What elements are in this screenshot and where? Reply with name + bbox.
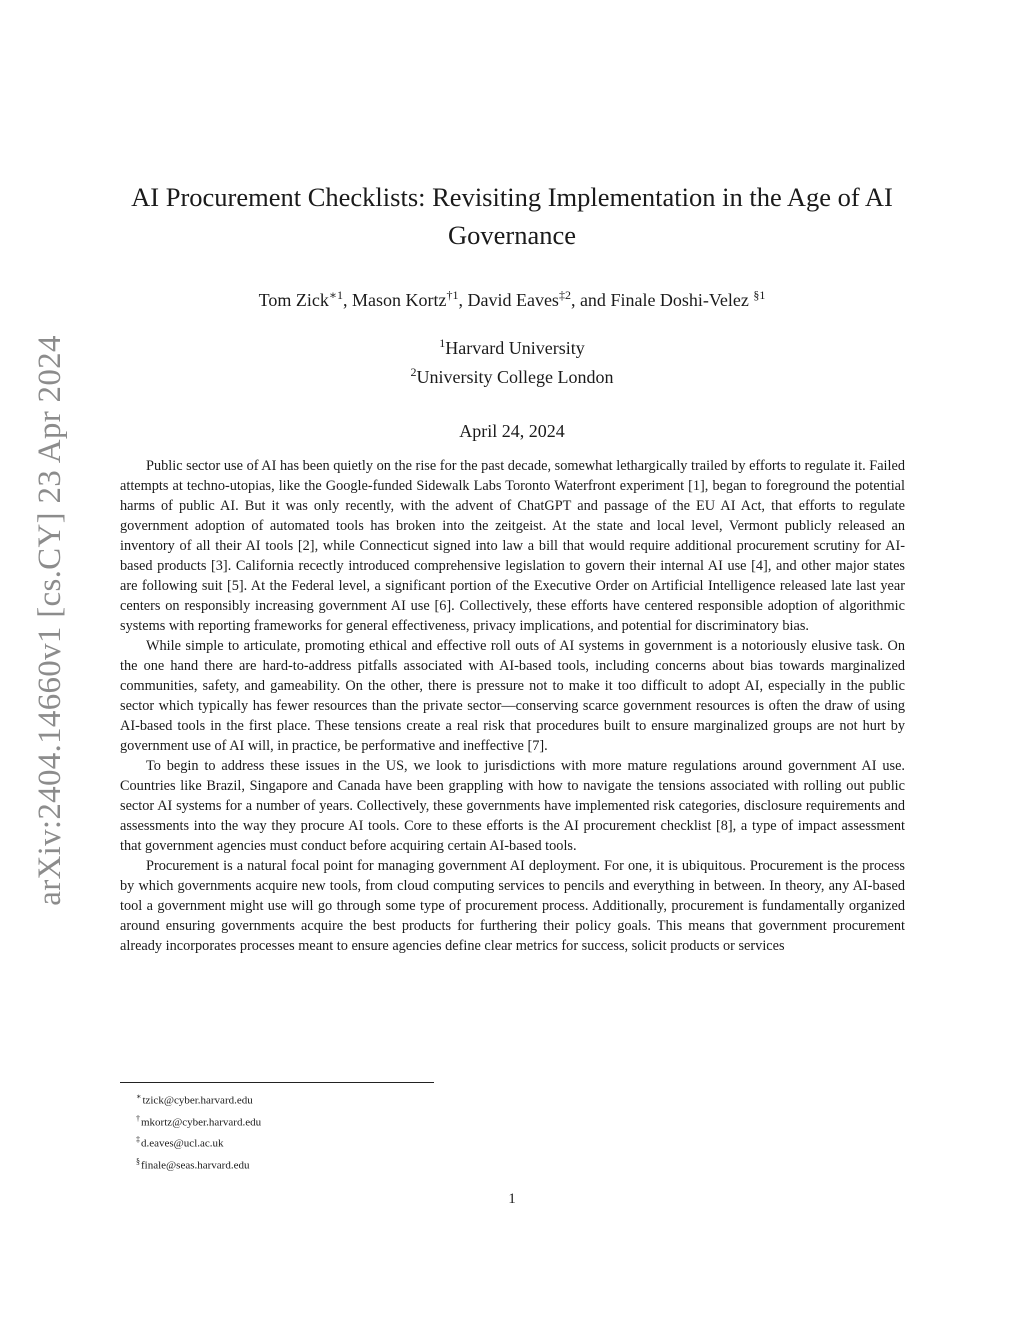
footnote-divider: [120, 1082, 434, 1083]
footnote: [136, 1110, 261, 1132]
page-number: 1: [508, 1191, 516, 1207]
author-name: David Eaves: [467, 290, 559, 310]
author-marks: ‡2: [558, 288, 571, 302]
paper-title: AI Procurement Checklists: Revisiting Implementation in the Age of AI Governance: [131, 182, 893, 250]
author-marks: ∗1: [328, 288, 343, 302]
footnote-email: finale@seas.harvard.edu: [141, 1159, 250, 1172]
paragraph: While simple to articulate, promoting ethical and effective roll outs of AI systems in government is a notoriously elusive task. On the one hand there are hard-to-address pitfalls associated with AI-based tools, including concerns about bias towards marginalized communities, safety, and gameability. On the other, there is pressure not to make it too difficult to adopt AI, especially in the public sector which typically has fewer resources than the private sector—conserving scarce government resources is often the draw of using AI-based tools in the first place. These tensions create a real risk that procedures built to ensure marginalized groups are not hurt by government use of AI will, in practice, be performative and ineffective [7].: [120, 638, 905, 754]
affiliation: [100, 360, 924, 389]
author-name: Mason Kortz: [351, 290, 447, 310]
author-name: Tom Zick: [258, 290, 329, 310]
author-separator: ,: [458, 290, 468, 310]
affiliation-mark: 2: [410, 365, 417, 379]
affiliation-list: [100, 331, 924, 389]
paragraph: Procurement is a natural focal point for managing government AI deployment. For one, it is ubiquitous. Procurement is the process by which governments acquire new tools, from cloud computing services to pencils and everything in between. In theory, any AI-based tool a government might use will go through some type of procurement process. Additionally, procurement is fundamentally organized around ensuring governments acquire the best products for furthering their policy goals. This means that government procurement already incorporates processes meant to ensure agencies define clear metrics for success, solicit products or services: [120, 858, 905, 954]
affiliation-name: University College London: [416, 367, 614, 387]
footnote-mark: ∗: [136, 1092, 142, 1101]
footnote-email: d.eaves@ucl.ac.uk: [141, 1137, 224, 1150]
author-marks: §1: [753, 288, 766, 302]
author-list: [100, 284, 924, 311]
affiliation: [100, 331, 924, 360]
author-separator: ,: [342, 290, 352, 310]
paragraph: Public sector use of AI has been quietly on the rise for the past decade, somewhat lethargically trailed by efforts to regulate it. Failed attempts at techno-utopias, like the Google-funded Sidewalk Labs Toronto Waterfront experiment [1], began to foreground the potential harms of public AI. But it was only recently, with the advent of ChatGPT and passage of the EU AI Act, that efforts to regulate government adoption of automated tools has broken into the zeitgeist. At the state and local level, Vermont publicly released an inventory of all their AI tools [2], while Connecticut signed into law a bill that would require additional procurement scrutiny for AI-based products [3]. California recectly introduced comprehensive legislation to govern their internal AI use [4], and other major states are following suit [5]. At the Federal level, a significant portion of the Executive Order on Artificial Intelligence released late last year centers on responsibly increasing government AI use [6]. Collectively, these efforts have centered responsible adoption of algorithmic systems with reporting frameworks for general effectiveness, privacy implications, and potential for discriminatory bias.: [120, 458, 905, 634]
footnote-mark: †: [136, 1113, 140, 1123]
author-separator: , and: [570, 290, 611, 310]
footnote: [136, 1153, 261, 1175]
footnote: [136, 1088, 261, 1110]
paper-header: [100, 178, 924, 442]
affiliation-name: Harvard University: [445, 338, 585, 358]
author-name: Finale Doshi-Velez: [610, 290, 749, 310]
footnote-email: mkortz@cyber.harvard.edu: [141, 1116, 262, 1129]
footnote: [136, 1131, 261, 1153]
footnotes: [136, 1088, 261, 1175]
footnote-mark: ‡: [136, 1135, 140, 1145]
paragraph: To begin to address these issues in the US, we look to jurisdictions with more mature regulations around government AI use. Countries like Brazil, Singapore and Canada have been grappling with how to navigate the tensions associated with rolling out public sector AI systems for a number of years. Collectively, these governments have implemented risk categories, disclosure requirements and assessments into the way they procure AI tools. Core to these efforts is the AI procurement checklist [8], a type of impact assessment that government agencies must conduct before acquiring certain AI-based tools.: [120, 758, 905, 854]
affiliation-mark: 1: [439, 336, 446, 350]
arxiv-identifier-text: arXiv:2404.14660v1 [cs.CY] 23 Apr 2024: [31, 334, 68, 906]
author-marks: †1: [446, 288, 459, 302]
footnote-mark: §: [136, 1156, 140, 1166]
publication-date: April 24, 2024: [459, 421, 565, 441]
arxiv-identifier-stamp: [20, 320, 80, 920]
footnote-email: tzick@cyber.harvard.edu: [142, 1094, 253, 1107]
body-text: [120, 456, 905, 956]
